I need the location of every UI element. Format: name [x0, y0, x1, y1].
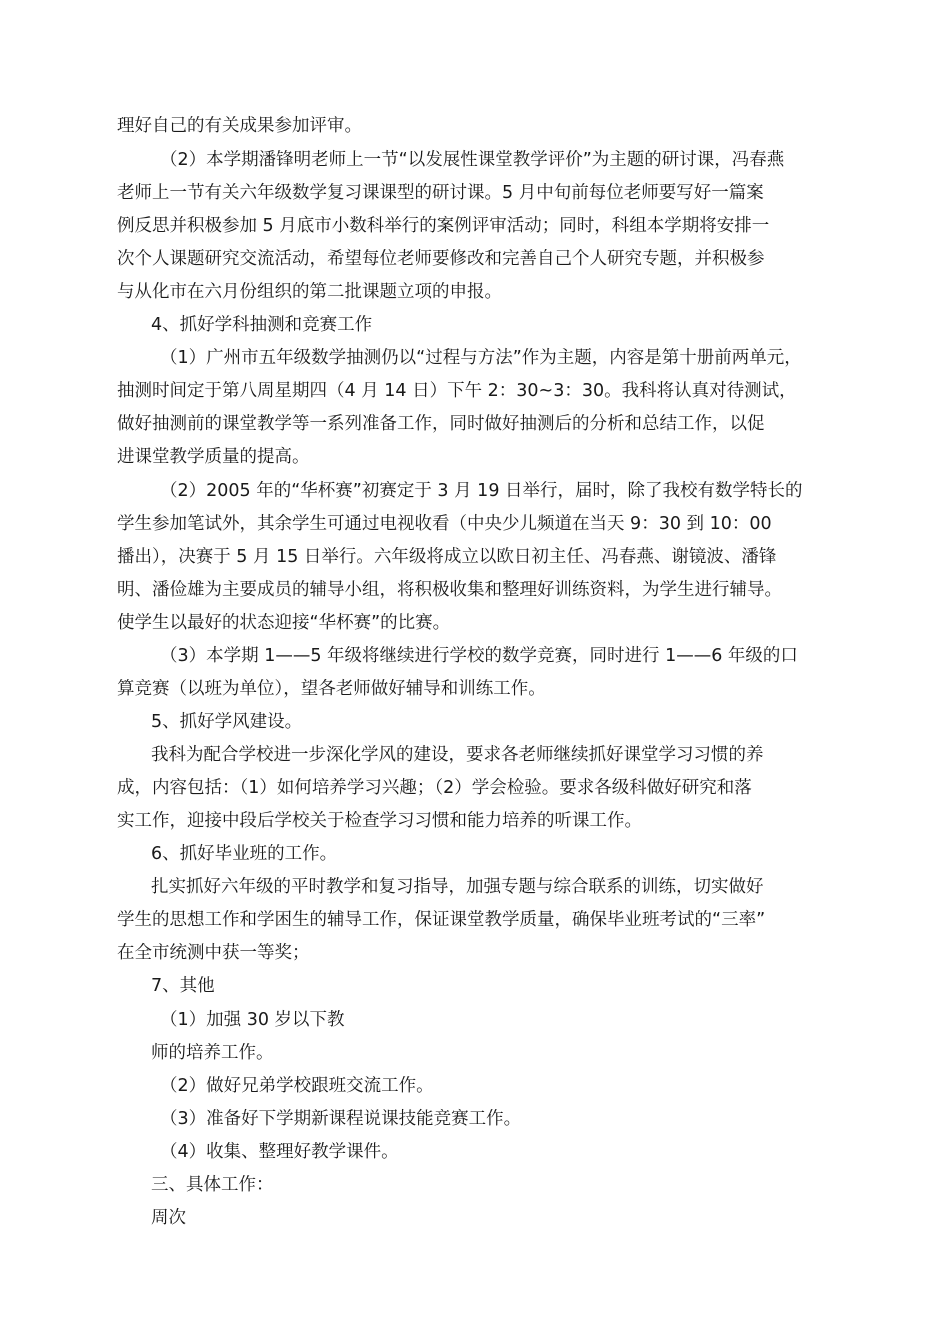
section-heading: 4、抓好学科抽测和竞赛工作	[151, 315, 373, 335]
text-line: 抽测时间定于第八周星期四（4 月 14 日）下午 2：30~3：30。我科将认真对待测试，	[117, 381, 797, 401]
text-line: 在全市统测中获一等奖；	[117, 943, 310, 963]
text-line: 实工作，迎接中段后学校关于检查学习习惯和能力培养的听课工作。	[117, 811, 642, 831]
text-line: 例反思并积极参加 5 月底市小数科举行的案例评审活动；同时，科组本学期将安排一	[117, 216, 770, 236]
text-line: 成，内容包括：（1）如何培养学习兴趣；（2）学会检验。要求各级科做好研究和落	[117, 778, 752, 798]
text-line: 做好抽测前的课堂教学等一系列准备工作，同时做好抽测后的分析和总结工作，以促	[117, 414, 765, 434]
text-line: （2）2005 年的“华杯赛”初赛定于 3 月 19 日举行，届时，除了我校有数学特长的	[160, 481, 803, 501]
text-line: 老师上一节有关六年级数学复习课课型的研讨课。5 月中旬前每位老师要写好一篇案	[117, 183, 764, 203]
text-line: 使学生以最好的状态迎接“华杯赛”的比赛。	[117, 613, 451, 633]
section-heading: 5、抓好学风建设。	[151, 712, 303, 732]
text-line: 扎实抓好六年级的平时教学和复习指导，加强专题与综合联系的训练，切实做好	[151, 877, 764, 897]
text-line: 学生参加笔试外，其余学生可通过电视收看（中央少儿频道在当天 9：30 到 10：00	[117, 514, 772, 534]
text-line: 师的培养工作。	[151, 1043, 274, 1063]
text-line: 进课堂教学质量的提高。	[117, 447, 310, 467]
text-line: 理好自己的有关成果参加评审。	[117, 116, 362, 136]
text-line: 播出），决赛于 5 月 15 日举行。六年级将成立以欧日初主任、冯春燕、谢镜波、潘锋	[117, 547, 777, 567]
text-line: （3）准备好下学期新课程说课技能竞赛工作。	[160, 1109, 522, 1129]
text-line: 我科为配合学校进一步深化学风的建设，要求各老师继续抓好课堂学习习惯的养	[151, 745, 764, 765]
text-line: 学生的思想工作和学困生的辅导工作，保证课堂教学质量，确保毕业班考试的“三率”	[117, 910, 766, 930]
section-heading: 7、其他	[151, 976, 215, 996]
text-line: 算竞赛（以班为单位），望各老师做好辅导和训练工作。	[117, 679, 546, 699]
text-line: 与从化市在六月份组织的第二批课题立项的申报。	[117, 282, 502, 302]
text-line: （2）做好兄弟学校跟班交流工作。	[160, 1076, 434, 1096]
text-line: 明、潘俭雄为主要成员的辅导小组，将积极收集和整理好训练资料，为学生进行辅导。	[117, 580, 782, 600]
text-line: （2）本学期潘锋明老师上一节“以发展性课堂教学评价”为主题的研讨课，冯春燕	[160, 150, 785, 170]
text-line: （4）收集、整理好教学课件。	[160, 1142, 399, 1162]
text-line: （1）加强 30 岁以下教	[160, 1010, 345, 1030]
text-line: 周次	[151, 1208, 186, 1228]
section-heading: 三、具体工作：	[151, 1175, 274, 1195]
text-line: （3）本学期 1——5 年级将继续进行学校的数学竞赛，同时进行 1——6 年级的口	[160, 646, 798, 666]
text-line: 次个人课题研究交流活动，希望每位老师要修改和完善自己个人研究专题，并积极参	[117, 249, 765, 269]
text-line: （1）广州市五年级数学抽测仍以“过程与方法”作为主题，内容是第十册前两单元，	[160, 348, 802, 368]
section-heading: 6、抓好毕业班的工作。	[151, 844, 338, 864]
